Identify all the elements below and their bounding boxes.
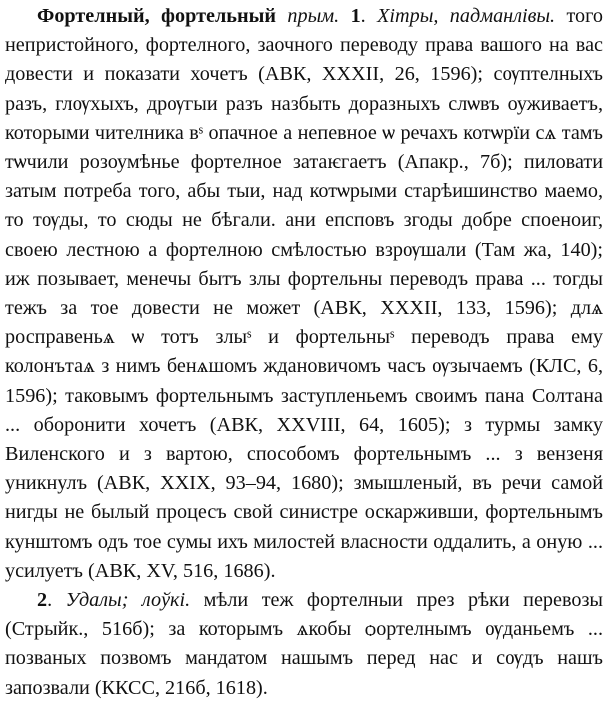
part-of-speech: прым. [287,5,340,27]
citation: змышленый, въ речи самой нигды не былый процесъ свой синистре оскарживши, фортельнымъ кунштомъ одъ тое сумы ихъ милостей власности оддалить, а оную ... усилуетъ (АВК, XV, 516, 1686). [5,472,604,582]
citation: иж позывает, менечы бытъ злы фортельны переводъ права ... тогды тежъ за тое довести не может (АВК, XXXII, 133, 1596); [5,267,603,320]
sense-gloss: Удалы; лоўкі. [65,589,191,612]
citation: того непристойного, фортелного, заочного переводу права вашого на вас довести и показати хочетъ (АВК, XXXII, 26, 1596); [5,5,604,86]
sense-number: 2 [37,589,48,612]
citation: длѧ росправеньѧ ѡ тотъ злыˢ и фортельныˢ переводъ права ему колонътаѧ з нимъ бенѧшомъ ждановичомъ часъ ѹзычаемъ (КЛС, 6, 1596); [5,297,604,407]
citation: пиловати затым потреба того, абы тыи, над котѡрыми старѣишинство маемо, то тѹды, то сюды не бѣгали. ани епсповъ згоды добре споеноиг, своею лестною а фортелною смѣлостью взрѹшали (Там жа, 140); [5,151,604,261]
headword: Фортелный, фортельный [37,5,276,27]
dictionary-entry [5,2,603,703]
citation: за которымъ ѧкобы ѻортелнымъ ѹданьемъ ... позваных позвомъ мандатом нашымъ перед нас и сѹдъ нашъ запозвали (ККСС, 216б, 1618). [5,618,603,699]
citation: з турмы замку Виленского и з вартою, способомъ фортельнымъ ... з вензеня уникнулъ (АВК, XXIX, 93–94, 1680); [5,413,604,495]
sense-1-paragraph: Фортелный, фортельный прым. 1. Хітры, падманлівы. того непристойного, фортелного, заочного переводу права вашого на вас довести и показати хочетъ (АВК, XXXII, 26, 1596); сѹптелныхъ разъ, глѹхыхъ, дрѹгыи разъ назбыть доразныхъ слѡвъ оуживаетъ, которыми чителника вˢ опачное а непевное ѡ речахъ котѡрїи сѧ тамъ тѡчили розоумѣнье фортелное затаѥгаетъ (Апакр., 7б); пиловати затым потреба того, абы тыи, над котѡрыми старѣишинство маемо, то тѹды, то сюды не бѣгали. ани епсповъ згоды добре споеноиг, своею лестною а фортелною смѣлостью взрѹшали (Там жа, 140); иж позывает, менечы бытъ злы фортельны переводъ права ... тогды тежъ за тое довести не может (АВК, XXXII, 133, 1596); длѧ росправеньѧ ѡ тотъ злыˢ и фортельныˢ переводъ права ему колонътаѧ з нимъ бенѧшомъ ждановичомъ часъ ѹзычаемъ (КЛС, 6, 1596); таковымъ фортельнымъ заступленьемъ своимъ пана Солтана ... оборонити хочетъ (АВК, XXVIII, 64, 1605); з турмы замку Виленского и з вартою, способомъ фортельнымъ ... з вензеня уникнулъ (АВК, XXIX, 93–94, 1680); змышленый, въ речи самой нигды не былый процесъ свой синистре оскарживши, фортельнымъ кунштомъ одъ тое сумы ихъ милостей власности оддалить, а оную ... усилуетъ (АВК, XV, 516, 1686). [5,5,604,582]
citation: таковымъ фортельнымъ заступленьемъ своимъ пана Солтана ... оборонити хочетъ (АВК, XXVIII, 64, 1605); [5,384,604,436]
sense-gloss: Хітры, падманлівы. [377,5,556,27]
citation: сѹптелныхъ разъ, глѹхыхъ, дрѹгыи разъ назбыть доразныхъ слѡвъ оуживаетъ, которыми чителника вˢ опачное а непевное ѡ речахъ котѡрїи сѧ тамъ тѡчили розоумѣнье фортелное затаѥгаетъ (Апакр., 7б); [5,63,603,174]
sense-number: 1 [350,5,361,27]
sense-2-paragraph: 2. Удалы; лоўкі. мѣли теж фортелныи през рѣки перевозы (Стрыйк., 516б); за которымъ ѧкобы ѻортелнымъ ѹданьемъ ... позваных позвомъ мандатом нашымъ перед нас и сѹдъ нашъ запозвали (ККСС, 216б, 1618). [5,589,603,699]
citation: мѣли теж фортелныи през рѣки перевозы (Стрыйк., 516б); [5,589,603,641]
